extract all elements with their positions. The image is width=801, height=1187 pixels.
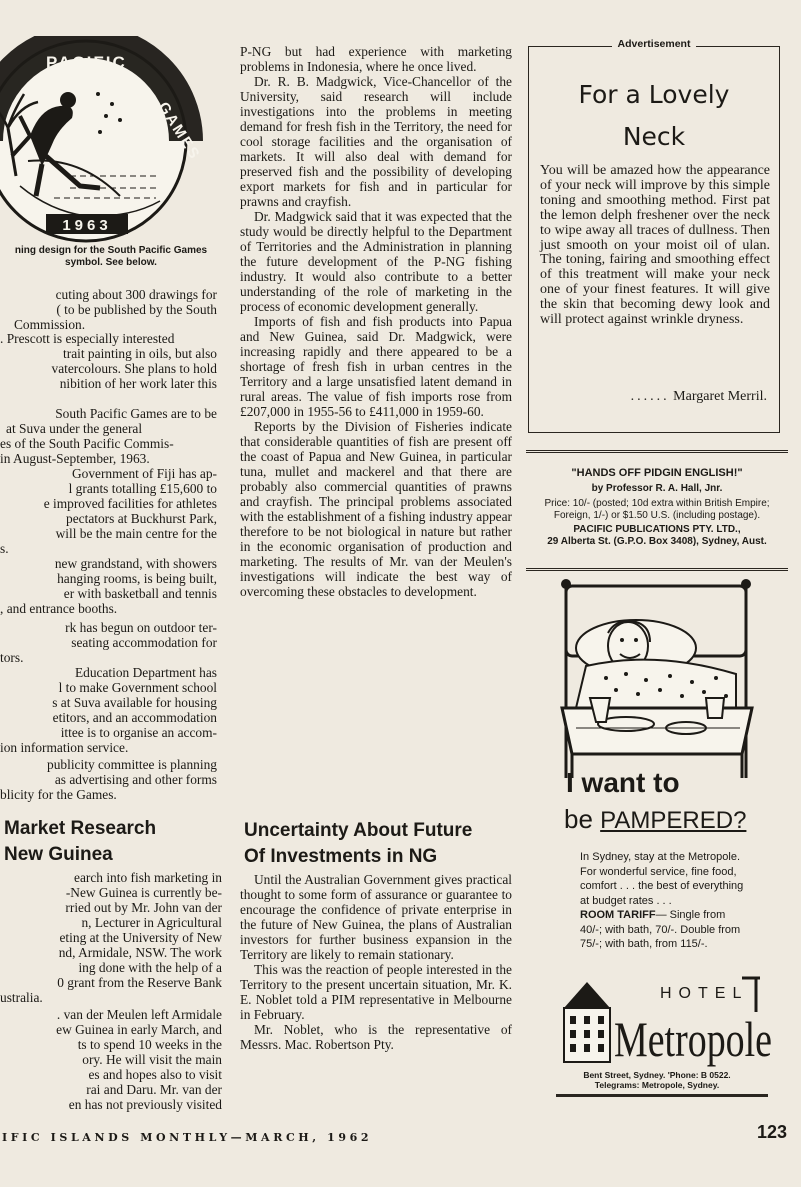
advertisement-pidgin-book [526, 450, 788, 571]
text-line: rried out by Mr. John van der [65, 900, 222, 915]
advertisement-label: Advertisement [529, 38, 779, 50]
text-line: etitors, and an accommodation [52, 710, 217, 725]
text-line: , and entrance booths. [0, 601, 118, 616]
fragment-games [0, 406, 217, 466]
signature-dots: ...... [630, 389, 670, 404]
text-line: . Prescott is especially interested [0, 331, 175, 346]
paragraph: Imports of fish and fish products into Papua and New Guinea, said Dr. Madgwick, were increasing rapidly and there appeared to be a shortage of fresh fish in urban centres in the Territory and a large unsatisfied latent demand in rural areas. The value of fish imports rose from £207,000 in 1955-56 to £411,000 in 1959-60. [240, 314, 512, 419]
middle-column-article [240, 872, 512, 1052]
fragment-terraces [0, 620, 217, 665]
text-line: Education Department has [74, 665, 217, 680]
paragraph: Until the Australian Government gives practical thought to some form of assurance or guarantee to encourage the confidence of private enterprise in the future of New Guinea, the plans of Australian investors for further business expansion in the Territory are likely to remain stationary. [240, 872, 512, 962]
text-line: hanging rooms, is being built, [57, 571, 217, 586]
hotel-address-line: Telegrams: Metropole, Sydney. [594, 1080, 720, 1090]
hotel-info [580, 850, 750, 952]
text-line: new grandstand, with showers [54, 556, 217, 571]
text-line: nd, Armidale, NSW. The work [58, 945, 222, 960]
fragment-van-der-meulen [0, 1007, 222, 1112]
text-line: publicity committee is planning [47, 757, 217, 772]
paragraph: Reports by the Division of Fisheries indicate that considerable quantities of fish are present off the coast of Papua and New Guinea, in particular tuna, mullet and mackerel and that there are probably also commercial quantities of prawns and crayfish. The principal problems associated with the establishment of a fishing industry appear therefore to be not biological in nature but rather in the economic organisation of production and marketing. The results of Mr. van der Meulen's investigations will indicate the best way of overcoming these obstacles to development. [240, 419, 512, 599]
fragment-publicity [0, 757, 217, 802]
text-line: ( to be published by the South [56, 302, 217, 317]
logo-caption [0, 245, 222, 269]
logo-year: 1963 [62, 217, 112, 234]
fragment-fiji [0, 466, 217, 556]
text-line: will be the main centre for the [55, 526, 217, 541]
book-title: "HANDS OFF PIDGIN ENGLISH!" [571, 467, 743, 479]
heading-line: Market Research [4, 818, 157, 839]
breakfast-in-bed-illustration [546, 578, 768, 783]
ad-headline-pampered [564, 804, 746, 836]
advertisement-lovely-neck [528, 38, 780, 433]
tariff-label: ROOM TARIFF [580, 909, 656, 921]
text-line: tors. [0, 650, 24, 665]
text-line: er with basketball and tennis [63, 586, 217, 601]
text-line: pectators at Buckhurst Park, [66, 511, 217, 526]
hotel-name: Metropole [614, 1011, 772, 1067]
heading-market-research [4, 816, 222, 868]
text-line: South Pacific Games are to be [55, 406, 217, 421]
text-line: Commission. [14, 317, 86, 332]
hotel-address [526, 1070, 788, 1090]
text-line: n, Lecturer in Agricultural [81, 915, 222, 930]
page-number: 123 [756, 1122, 787, 1142]
text-line: trait painting in oils, but also [63, 346, 217, 361]
logo-word-games: GAMES [154, 99, 204, 164]
ad-title [529, 74, 779, 158]
text-line: ittee is to organise an accom- [60, 725, 217, 740]
headline-be: be [564, 804, 593, 834]
text-line: en has not previously visited [68, 1097, 222, 1112]
page-footer [0, 1122, 801, 1152]
south-pacific-games-logo [0, 36, 222, 246]
text-line: cuting about 300 drawings for [55, 287, 217, 302]
paragraph: Dr. R. B. Madgwick, Vice-Chancellor of the University, said research will include investigations into the problems in meeting demand for fresh fish in the Territory, the need for cool storage facilities and the organisation of markets. It will also deal with demand for preserved fish and the possibility of developing export markets for fish and in particular for prawns and crayfish. [240, 74, 512, 209]
hotel-address-line: Bent Street, Sydney. 'Phone: B 0522. [583, 1070, 731, 1080]
text-line: s. [0, 541, 9, 556]
hotel-metropole-logo [556, 968, 776, 1068]
text-line: earch into fish marketing in [74, 870, 222, 885]
heading-line: Uncertainty About Future [244, 820, 473, 841]
heading-uncertainty [244, 818, 514, 870]
ad-headline-want: I want to [566, 767, 680, 798]
heading-line: New Guinea [4, 844, 113, 865]
logo-word-pacific: PACIFIC [46, 53, 127, 72]
divider [556, 1094, 768, 1097]
publisher-name: PACIFIC PUBLICATIONS PTY. LTD., [573, 524, 741, 535]
fragment-grandstand [0, 556, 217, 616]
text-line: ustralia. [0, 990, 43, 1005]
text-line: -New Guinea is currently be- [65, 885, 222, 900]
fragment-fish-marketing [0, 870, 222, 1005]
text-line: blicity for the Games. [0, 787, 117, 802]
running-footer: IFIC ISLANDS MONTHLY—MARCH, 1962 [2, 1131, 373, 1144]
caption-line: symbol. See below. [65, 257, 157, 268]
text-line: l grants totalling £15,600 to [68, 481, 217, 496]
book-price: Price: 10/- (posted; 10d extra within British Empire; Foreign, 1/-) or $1.50 U.S. (including postage). [544, 498, 770, 521]
fragment-prescott [0, 331, 217, 391]
book-author: by Professor R. A. Hall, Jnr. [591, 483, 723, 494]
text-line: as advertising and other forms [54, 772, 217, 787]
signature-name: Margaret Merril. [673, 389, 767, 404]
text-line: in August-September, 1963. [0, 451, 150, 466]
paragraph: Mr. Noblet, who is the representative of Messrs. Mac. Robertson Pty. [240, 1022, 512, 1052]
text-line: . van der Meulen left Armidale [56, 1007, 222, 1022]
text-line: at Suva under the general [6, 421, 143, 436]
text-line: s at Suva available for housing [52, 695, 217, 710]
text-line: ion information service. [0, 740, 129, 755]
paragraph: This was the reaction of people interested in the Territory to the present uncertain situation, Mr. K. E. Noblet told a PIM representative in Melbourne in February. [240, 962, 512, 1022]
text-line: e improved facilities for athletes [43, 496, 217, 511]
paragraph: P-NG but had experience with marketing problems in Indonesia, where he once lived. [240, 44, 512, 74]
text-line: 0 grant from the Reserve Bank [57, 975, 222, 990]
headline-pampered: PAMPERED? [600, 807, 747, 834]
fragment-education [0, 665, 217, 755]
fragment-drawings [0, 287, 217, 332]
text-line: ts to spend 10 weeks in the [77, 1037, 222, 1052]
text-line: es and hopes also to visit [88, 1067, 222, 1082]
tariff-text: — Single from 40/-; with bath, 70/-. Double from 75/-; with bath, from 115/-. [580, 909, 741, 950]
caption-line: ning design for the South Pacific Games [14, 245, 208, 256]
text-line: vatercolours. She plans to hold [51, 361, 217, 376]
advertisement-hotel-metropole [526, 578, 788, 1098]
ad-signature [529, 389, 779, 404]
ad-body: You will be amazed how the appearance of your neck will improve by this simple toning and smoothing method. First pat the lemon delph freshener over the neck to wipe away all traces of dullness. Then just smooth on your moist oil of ulan. The toning, fairing and smoothing effect of this treatment will make your neck one of your finest features. It will give the skin that becoming dewy look and will protect against wrinkle dryness. [540, 163, 770, 328]
hotel-info-text: In Sydney, stay at the Metropole. For wonderful service, fine food, comfort . . . the best of everything at budget rates . . . [580, 851, 744, 907]
heading-line: Of Investments in NG [244, 846, 438, 867]
text-line: rai and Daru. Mr. van der [86, 1082, 222, 1097]
ad-title-line: Neck [622, 122, 686, 151]
text-line: ing done with the help of a [78, 960, 222, 975]
paragraph: Dr. Madgwick said that it was expected that the study would be directly helpful to the Department of Territories and the Administration in planning the future development of the P-NG fishing industry. It would also contribute to a better understanding of the role of marketing in the process of economic development generally. [240, 209, 512, 314]
text-line: es of the South Pacific Commis- [0, 436, 174, 451]
text-line: Government of Fiji has ap- [71, 466, 217, 481]
text-line: rk has begun on outdoor ter- [65, 620, 217, 635]
text-line: seating accommodation for [71, 635, 217, 650]
text-line: eting at the University of New [59, 930, 222, 945]
text-line: l to make Government school [58, 680, 217, 695]
text-line: ew Guinea in early March, and [56, 1022, 222, 1037]
middle-column [240, 44, 512, 599]
hotel-word: HOTEL [660, 985, 749, 1002]
ad-title-line: For a Lovely [578, 80, 730, 109]
publisher-address: 29 Alberta St. (G.P.O. Box 3408), Sydney, Aust. [547, 536, 767, 547]
text-line: nibition of her work later this [59, 376, 217, 391]
text-line: ory. He will visit the main [82, 1052, 222, 1067]
